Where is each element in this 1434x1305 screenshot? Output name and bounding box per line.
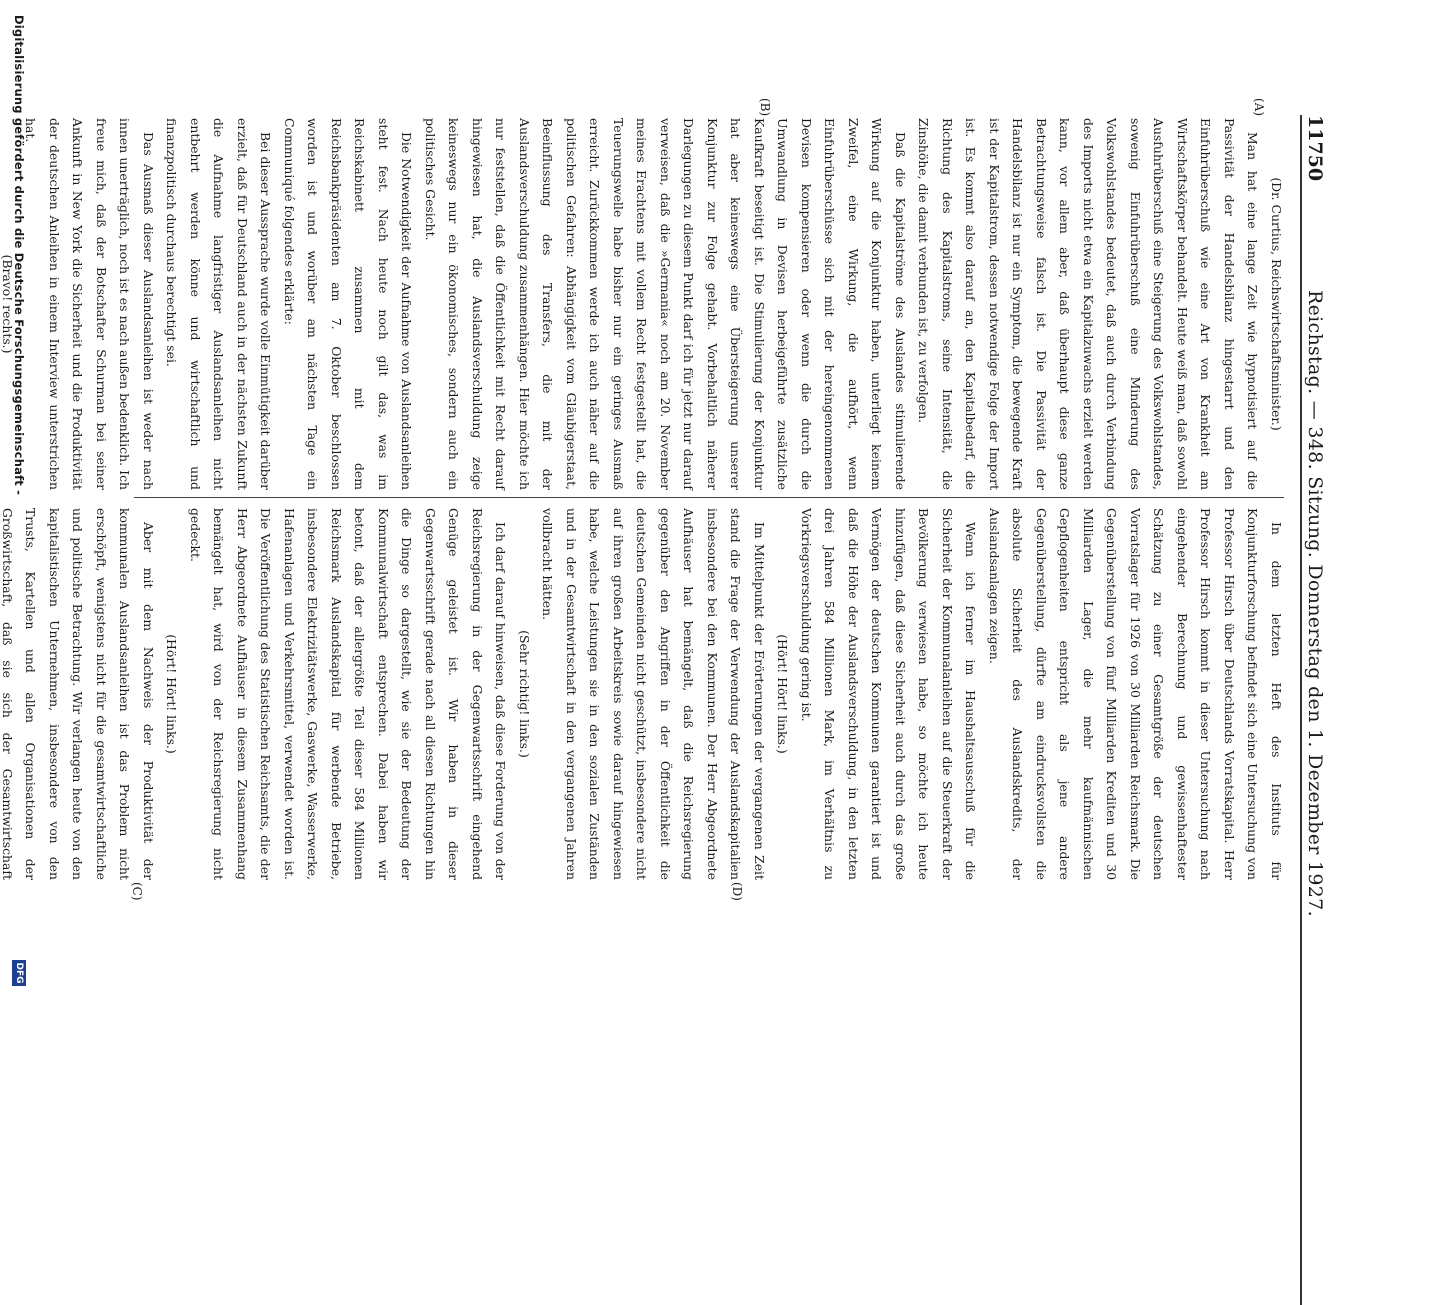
column-divider — [134, 497, 1284, 498]
page-title: Reichstag. — 348. Sitzung. Donnerstag den 1. Dezember 1927. — [1304, 290, 1326, 917]
margin-marker-d: (D) — [730, 882, 744, 901]
digitization-credit — [0, 0, 34, 1000]
speaker-line: (Dr. Curtius, Reichswirtschaftsminister.) — [1269, 177, 1284, 431]
interjection: (Bravo! rechts.) — [0, 254, 15, 354]
page-header — [1300, 115, 1334, 955]
interjection: (Hört! Hört! links.) — [164, 634, 180, 754]
header-rule — [1300, 115, 1302, 1305]
dfg-logo-icon: DFG — [12, 960, 26, 986]
margin-marker-c: (C) — [130, 882, 144, 901]
paragraph: Wenn ich ferner im Haushaltsausschuß für die Sicherheit der Kommunalanleihen auf die Steuerkraft der Bevölkerung verwiesen habe, so möchte ich heute hinzufügen, daß diese Sicherheit auch durch das große Vermögen der deutschen Kommunen garantiert ist und daß die Höhe der Auslandsverschuldung, in den letzten drei Jahren 584 Millionen Mark, im Verhältnis zu Vorkriegsverschuldung gering ist. — [799, 508, 979, 880]
paragraph: In dem letzten Heft des Instituts für Konjunkturforschung befindet sich eine Untersuchung von Professor Hirsch über Deutschlands Vorratskapital. Herr Professor Hirsch kommt in dieser Untersuchung nach eingehender Berechnung und gewissenhaftester Schätzung zu einer Gesamtgröße der deutschen Vorratslager für 1926 von 30 Milliarden Reichsmark. Die Gegenüberstellung von fünf Milliarden Krediten und 30 Milliarden Lager, die mehr kaufmännischen Gepflogenheiten entspricht als jene andere Gegenüberstellung, dürfte am eindrucksvollsten die absolute Sicherheit des Auslandskredits, der Auslandsanlagen zeigen. — [987, 508, 1284, 880]
paragraph: Ich darf darauf hinweisen, daß diese Forderung von der Reichsregierung in der Gegenwartsschrift eingehend Genüge geleistet ist. Wir haben in dieser Gegenwartsschrift gerade nach all diesen Richtungen hin die Dinge so dargestellt, wie sie der Bedeutung der Kommunalwirtschaft entsprechen. Dabei haben wir betont, daß der allergrößte Teil dieser 584 Millionen Reichsmark Auslandskapital für werbende Betriebe, insbesondere Elektrizitätswerke, Gaswerke, Wasserwerke, Hafenanlagen und Verkehrsmittel, verwendet worden ist. Die Veröffentlichung des Statistischen Reichsamts, die der Herr Abgeordnete Aufhäuser in diesem Zusammenhang bemängelt hat, wird von der Reichsregierung nicht gedeckt. — [188, 508, 509, 880]
credit-text: Digitalisierung gefördert durch die Deutsche Forschungsgemeinschaft - — [12, 15, 26, 496]
paragraph: Die Notwendigkeit der Aufnahme von Auslandsanleihen steht fest. Nach heute noch gilt das, was im Reichskabinett zusammen mit dem Reichsbankpräsidenten am 7. Oktober beschlossen worden ist und worüber am nächsten Tage ein Communiqué folgendes erklärte: — [282, 118, 415, 490]
paragraph: Aber mit dem Nachweis der Produktivität der kommunalen Auslandsanleihen ist das Problem nicht erschöpft, wenigstens nicht für die gesamtwirtschaftliche und politische Betrachtung. Wir verlangen heute von den kapitalistischen Unternehmen, insbesondere von den Trusts, Kartellen und allen Organisationen der Großwirtschaft, daß sie sich der Gesamtwirtschaft — [0, 508, 156, 880]
paragraph: Das Ausmaß dieser Auslandsanleihen ist weder nach innen unerträglich, noch ist es nach außen bedenklich. Ich freue mich, daß der Botschafter Schurman bei seiner Ankunft in New York die Sicherheit und die Produktivität der deutschen Anleihen in einem Interview unterstrichen hat. — [23, 118, 156, 490]
page-number: 11750 — [1304, 115, 1326, 182]
paragraph: Daß die Kapitalströme des Auslandes stimulierende Wirkung auf die Konjunktur haben, unterliegt keinem Zweifel, eine Wirkung, die aufhört, wenn Einfuhrüberschüsse sich mit der hereingenommenen Devisen kompensieren oder wenn die durch die Umwandlung in Devisen herbeigeführte zusätzliche Kaufkraft beseitigt ist. Die Stimulierung der Konjunktur hat aber keineswegs eine Übersteigerung unserer Konjunktur zur Folge gehabt. Vorbehaltlich näherer Darlegungen zu diesem Punkt darf ich für jetzt nur darauf verweisen, daß die »Germania« noch am 20. November meines Erachtens mit vollem Recht festgestellt hat, die Teuerungswelle habe bisher nur ein geringes Ausmaß erreicht. Zurückkommen werde ich auch näher auf die politischen Gefahren: Abhängigkeit vom Gläubigerstaat, Beeinflussung des Transfers, die mit der Auslandsverschuldung zusammenhängen. Hier möchte ich nur feststellen, daß die Öffentlichkeit mit Recht darauf hingewiesen hat, die Auslandsverschuldung zeige keineswegs nur ein ökonomisches, sondern auch ein politisches Gesicht. — [423, 118, 908, 490]
right-text-column — [0, 508, 1288, 880]
margin-marker-a: (A) — [1252, 98, 1266, 117]
paragraph: Man hat eine lange Zeit wie hypnotisiert auf die Passivität der Handelsbilanz hingestarrt und den Einfuhrüberschuß wie eine Art von Krankheit am Wirtschaftskörper behandelt. Heute weiß man, daß sowohl Ausfuhrüberschuß eine Steigerung des Volkswohlstandes, sowenig Einfuhrüberschuß eine Minderung des Volkswohlstandes bedeutet, daß auch durch Verbindung des Imports nicht etwa ein Kapitalzuwachs erzielt werden kann, vor allem aber, daß überhaupt diese ganze Betrachtungsweise falsch ist. Die Passivität der Handelsbilanz ist nur ein Symptom, die bewegende Kraft ist der Kapitalstrom, dessen notwendige Folge der Import ist. Es kommt also darauf an, den Kapitalbedarf, die Richtung des Kapitalstroms, seine Intensität, die Zinshöhe, die damit verbunden ist, zu verfolgen. — [916, 118, 1261, 490]
margin-marker-b: (B) — [758, 98, 772, 117]
interjection: (Hört! Hört! links.) — [775, 634, 791, 754]
interjection: (Sehr richtig! links.) — [517, 630, 532, 758]
paragraph: Im Mittelpunkt der Erörterungen der vergangenen Zeit stand die Frage der Verwendung der Auslandskapitalien insbesondere bei den Kommunen. Der Herr Abgeordnete Aufhäuser hat bemängelt, daß die Reichsregierung gegenüber den Angriffen in der Öffentlichkeit die deutschen Gemeinden nicht geschützt, insbesondere nicht auf ihren großen Arbeitskreis sowie darauf hingewiesen habe, welche Leistungen sie in den sozialen Zuständen und in der Gesamtwirtschaft in den vergangenen Jahren vollbracht hätten. — [540, 508, 767, 880]
quoted-paragraph: Bei dieser Aussprache wurde volle Einmütigkeit darüber erzielt, daß für Deutschland auch in der nächsten Zukunft die Aufnahme langfristiger Auslandsanleihen nicht entbehrt werden könne und wirtschaftlich und finanzpolitisch durchaus berechtigt sei. — [164, 118, 274, 490]
